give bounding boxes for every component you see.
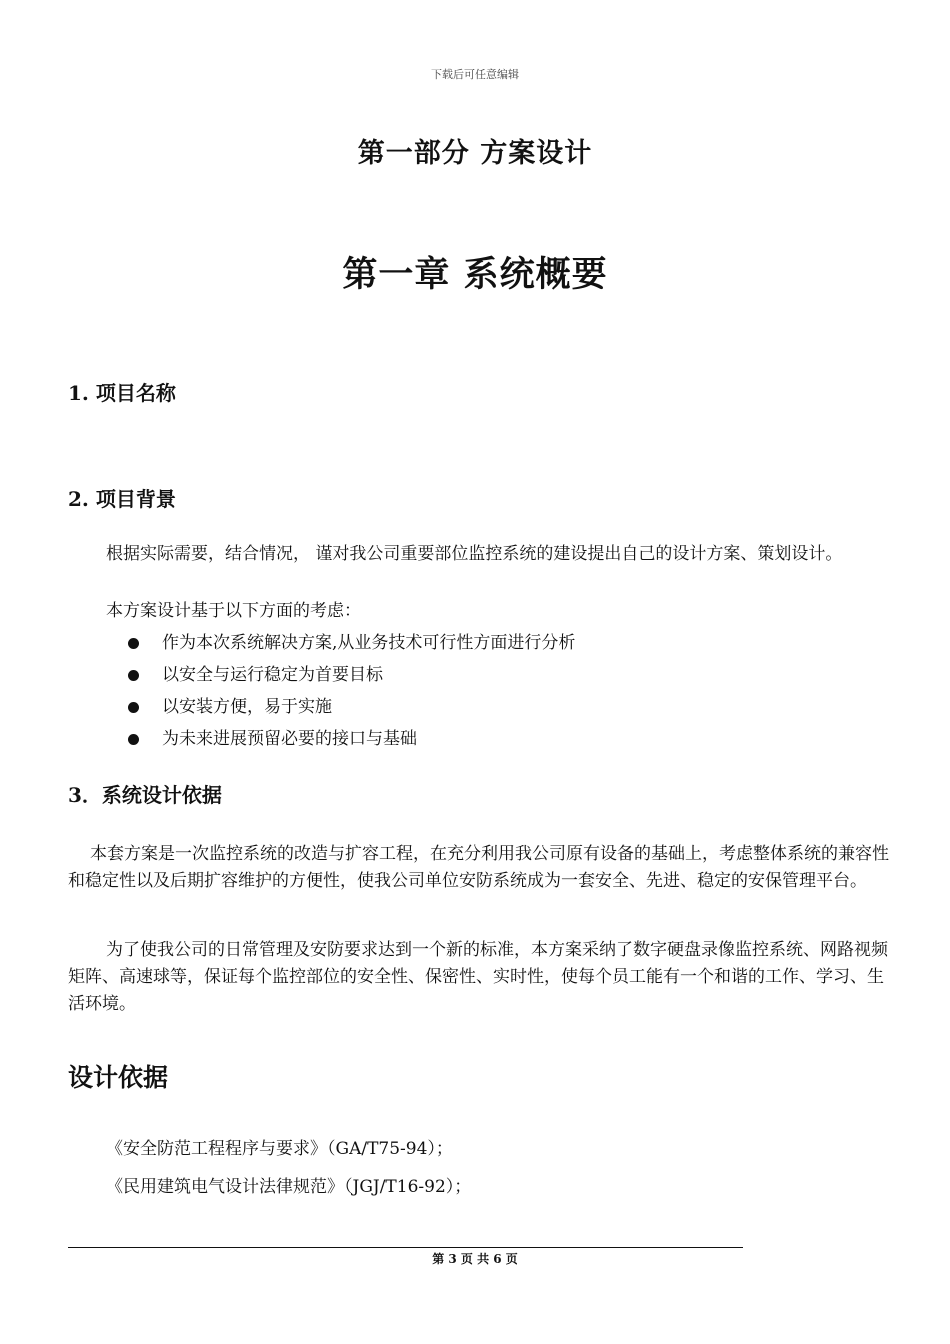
bullet-icon	[128, 638, 139, 649]
header-note: 下载后可任意编辑	[431, 68, 519, 81]
list-item-text: 以安装方便，易于实施	[162, 697, 332, 717]
bullet-icon	[128, 670, 139, 681]
goal-paragraph: 为了使我公司的日常管理及安防要求达到一个新的标准，本方案采纳了数字硬盘录像监控系统、网路视频矩阵、高速球等，保证每个监控部位的安全性、保密性、实时性，使每个员工能有一个和谐的工作、学习、生活环境。	[68, 940, 888, 1014]
list-item	[128, 723, 575, 755]
list-item	[128, 691, 575, 723]
bullet-icon	[128, 734, 139, 745]
background-paragraph: 根据实际需要，结合情况， 谨对我公司重要部位监控系统的建设提出自己的设计方案、策划设计。	[106, 544, 843, 564]
design-basis-title: 设计依据	[68, 1063, 169, 1092]
considerations-list	[128, 627, 575, 755]
section-heading-project-name: 1. 项目名称	[68, 381, 176, 405]
reference-item: 《安全防范工程程序与要求》（GA/T75-94）；	[106, 1139, 453, 1159]
reference-item: 《民用建筑电气设计法律规范》（JGJ/T16-92）；	[106, 1177, 472, 1197]
section-heading-design-basis: 3．系统设计依据	[68, 783, 222, 807]
section-heading-project-background: 2. 项目背景	[68, 487, 176, 511]
considerations-intro: 本方案设计基于以下方面的考虑：	[106, 601, 361, 621]
scheme-paragraph: 本套方案是一次监控系统的改造与扩容工程，在充分利用我公司原有设备的基础上，考虑整体系统的兼容性和稳定性以及后期扩容维护的方便性，使我公司单位安防系统成为一套安全、先进、稳定的安保管理平台。	[68, 844, 889, 891]
list-item	[128, 659, 575, 691]
list-item-text: 为未来进展预留必要的接口与基础	[162, 729, 417, 749]
part-title: 第一部分 方案设计	[357, 138, 593, 169]
chapter-title: 第一章 系统概要	[342, 255, 608, 295]
bullet-icon	[128, 702, 139, 713]
footer-divider	[68, 1247, 743, 1248]
list-item-text: 作为本次系统解决方案,从业务技术可行性方面进行分析	[162, 633, 576, 653]
list-item	[128, 627, 575, 659]
list-item-text: 以安全与运行稳定为首要目标	[162, 665, 383, 685]
page-number: 第 3 页 共 6 页	[432, 1252, 518, 1266]
